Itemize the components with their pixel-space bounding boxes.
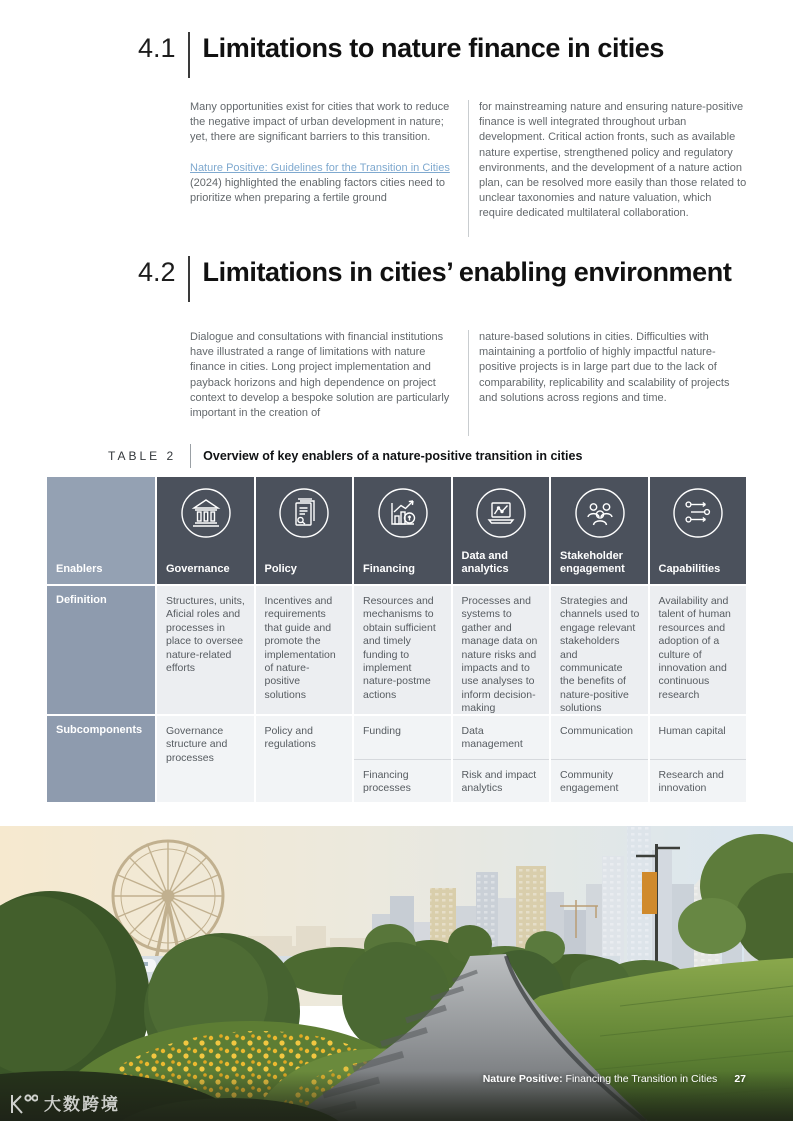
- paragraph: nature-based solutions in cities. Difficulties with maintaining a portfolio of highly impactful nature-positive projects is in large part due to the lack of comparability, replicability and scalability of projects and solutions across regions and time.: [479, 331, 730, 404]
- definition-cell: Strategies and channels used to engage relevant stakeholders and communicate the benefits of nature-positive solutions: [551, 586, 648, 714]
- caption-divider: [190, 444, 191, 468]
- table-title: Overview of key enablers of a nature-positive transition in cities: [203, 449, 583, 463]
- watermark: [8, 1090, 120, 1115]
- definition-cell: Incentives and requirements that guide and promote the implementation of nature-positive solutions: [256, 586, 353, 714]
- watermark-text: 大数跨境: [44, 1095, 120, 1114]
- definition-cell: Structures, units, Aficial roles and processes in place to oversee nature-related efforts: [157, 586, 254, 714]
- footer-title: Financing the Transition in Cities: [562, 1073, 718, 1085]
- row-label-subcomponents: Subcomponents: [47, 716, 155, 802]
- capabilities-icon: [672, 487, 724, 544]
- section-number: 4.1: [138, 33, 176, 63]
- footer-brand: Nature Positive:: [482, 1073, 563, 1085]
- column-left: [190, 100, 458, 237]
- section-4-1-heading: [138, 32, 664, 78]
- column-header-label: Capabilities: [658, 563, 721, 575]
- financing-icon: [377, 487, 429, 544]
- paragraph: Many opportunities exist for cities that work to reduce the negative impact of urban development in nature; yet, there are significant barriers to this transition.: [190, 101, 450, 144]
- subcomponents-cell: [551, 716, 648, 802]
- subcomponent-item: Risk and impact analytics: [461, 768, 537, 794]
- row-label-enablers: Enablers: [47, 477, 155, 584]
- subcomponents-cell: [650, 716, 747, 802]
- paragraph-text: (2024) highlighted the enabling factors cities need to prioritize when preparing a fertile ground: [190, 176, 446, 205]
- column-header-label: Stakeholder engagement: [560, 550, 625, 575]
- column-header: [551, 477, 648, 584]
- heading-divider: [188, 32, 190, 78]
- paragraph: [190, 161, 458, 207]
- section-number: 4.2: [138, 257, 176, 287]
- column-header-label: Governance: [166, 563, 230, 575]
- section-title: Limitations in cities’ enabling environment: [202, 257, 732, 287]
- section-title: Limitations to nature finance in cities: [202, 33, 665, 63]
- subcomponent-item: Research and innovation: [658, 768, 724, 794]
- column-header-label: Policy: [264, 563, 297, 575]
- subcomponent-item: Data management: [453, 716, 550, 760]
- definition-cell: Resources and mechanisms to obtain sufficient and timely funding to implement nature-postme actions: [354, 586, 451, 714]
- column-header: [256, 477, 353, 584]
- governance-icon: [180, 487, 232, 544]
- column-left: [190, 330, 458, 436]
- table-column-data-analytics: [453, 477, 550, 802]
- table-column-capabilities: [650, 477, 747, 802]
- subcomponent-item: Funding: [354, 716, 451, 760]
- subcomponent-item: Human capital: [650, 716, 747, 760]
- column-header: [157, 477, 254, 584]
- column-divider: [468, 330, 469, 436]
- column-right: [479, 100, 747, 237]
- table-column-financing: [354, 477, 451, 802]
- table-label-column: [47, 477, 155, 802]
- subcomponents-cell: Policy and regulations: [256, 716, 353, 802]
- heading-divider: [188, 256, 190, 302]
- column-header: [354, 477, 451, 584]
- subcomponent-item: Financing processes: [363, 768, 411, 794]
- table-column-policy: [256, 477, 353, 802]
- section-4-1-body: [190, 100, 747, 237]
- page-footer: [483, 1073, 746, 1085]
- table-column-governance: [157, 477, 254, 802]
- paragraph: Dialogue and consultations with financial institutions have illustrated a range of limitations with nature finance in cities. Long project implementation and payback horizons and high dependence on project context to develop a bespoke solution are particularly important in the creation of: [190, 331, 450, 420]
- section-4-2-body: [190, 330, 747, 436]
- page-number: 27: [734, 1073, 746, 1085]
- definition-cell: Availability and talent of human resources and adoption of a culture of innovation and continuous research: [650, 586, 747, 714]
- column-divider: [468, 100, 469, 237]
- column-header: [453, 477, 550, 584]
- subcomponents-cell: Governance structure and processes: [157, 716, 254, 802]
- watermark-logo-icon: [8, 1092, 38, 1114]
- stakeholder-engagement-icon: [574, 487, 626, 544]
- section-4-2-heading: [138, 256, 731, 302]
- subcomponent-item: Community engagement: [560, 768, 619, 794]
- table-caption: [108, 444, 582, 468]
- subcomponents-cell: [354, 716, 451, 802]
- column-header: [650, 477, 747, 584]
- subcomponent-item: Communication: [551, 716, 648, 760]
- table-column-stakeholder: [551, 477, 648, 802]
- table-label: TABLE 2: [108, 449, 177, 463]
- enablers-table: [47, 477, 746, 802]
- definition-cell: Processes and systems to gather and manage data on nature risks and impacts and to use analyses to inform decision-making: [453, 586, 550, 714]
- guidelines-link[interactable]: Nature Positive: Guidelines for the Transition in Cities: [190, 161, 450, 174]
- column-header-label: Financing: [363, 563, 415, 575]
- policy-icon: [278, 487, 330, 544]
- paragraph: for mainstreaming nature and ensuring nature-positive finance is well integrated throughout urban development. Critical action fronts, such as available nature expertise, strengthened policy and regulatory environments, and the development of a nature action plan, can be resolved more easily than those related to unclear taxonomies and nature valuation, which require dedicated multilateral collaboration.: [479, 101, 747, 220]
- column-header-label: Data and analytics: [461, 550, 509, 575]
- subcomponents-cell: [453, 716, 550, 802]
- column-right: [479, 330, 747, 436]
- data-analytics-icon: [475, 487, 527, 544]
- row-label-definition: Definition: [47, 586, 155, 714]
